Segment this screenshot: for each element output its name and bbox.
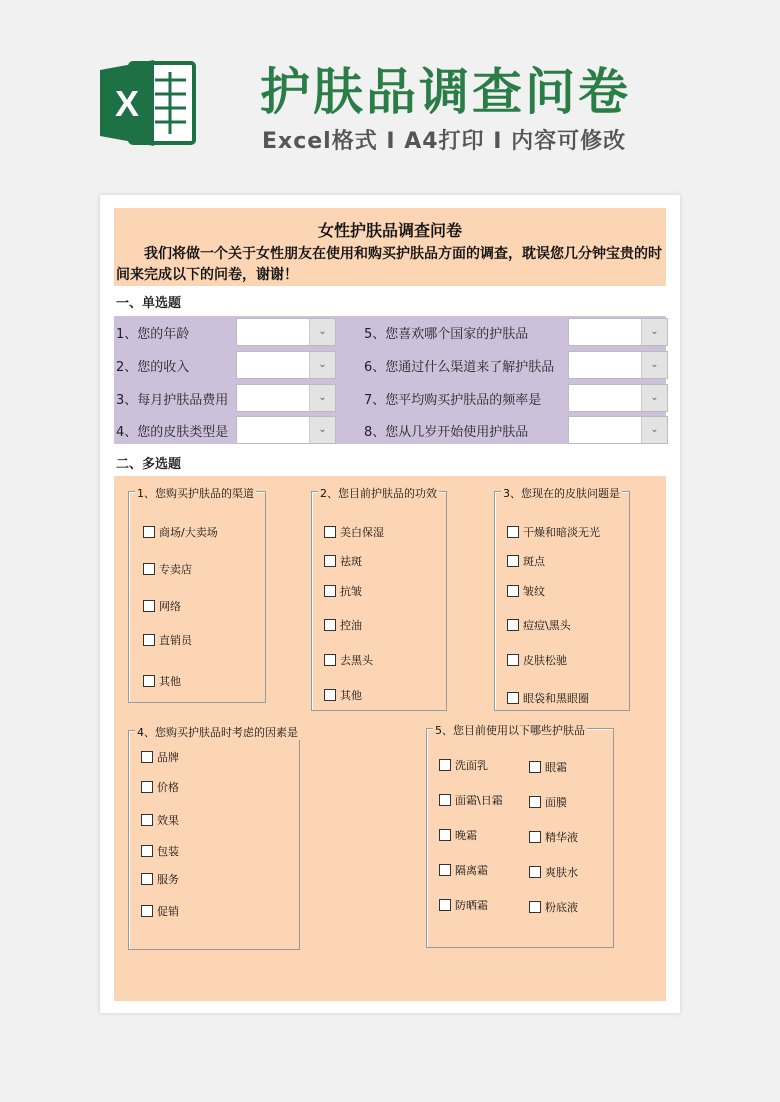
group-title: 1、您购买护肤品的渠道 xyxy=(137,487,254,500)
checkbox-icon[interactable] xyxy=(324,585,336,597)
option-label: 眼霜 xyxy=(545,761,567,774)
group-title: 3、您现在的皮肤问题是 xyxy=(503,487,620,500)
option-label: 品牌 xyxy=(157,751,179,764)
chevron-down-icon[interactable]: ⌄ xyxy=(309,352,335,378)
checkbox-icon[interactable] xyxy=(324,526,336,538)
checkbox-icon[interactable] xyxy=(324,689,336,701)
checkbox-option[interactable] xyxy=(324,617,362,633)
checkbox-option[interactable] xyxy=(143,598,181,614)
checkbox-option[interactable] xyxy=(143,524,218,540)
checkbox-icon[interactable] xyxy=(439,794,451,806)
option-label: 包装 xyxy=(157,845,179,858)
checkbox-option[interactable] xyxy=(324,652,373,668)
chevron-down-icon[interactable]: ⌄ xyxy=(309,319,335,345)
checkbox-option[interactable] xyxy=(141,812,179,828)
checkbox-option[interactable] xyxy=(324,583,362,599)
checkbox-option[interactable] xyxy=(143,632,192,648)
checkbox-option[interactable] xyxy=(141,871,179,887)
checkbox-option[interactable] xyxy=(141,749,179,765)
option-label: 价格 xyxy=(157,781,179,794)
checkbox-icon[interactable] xyxy=(507,585,519,597)
checkbox-group xyxy=(494,487,630,711)
checkbox-group xyxy=(128,726,300,950)
checkbox-option[interactable] xyxy=(439,862,488,878)
checkbox-icon[interactable] xyxy=(141,873,153,885)
question-label: 7、您平均购买护肤品的频率是 xyxy=(364,392,542,408)
single-question-row xyxy=(116,382,338,414)
option-label: 洗面乳 xyxy=(455,759,488,772)
checkbox-icon[interactable] xyxy=(439,899,451,911)
option-label: 促销 xyxy=(157,905,179,918)
checkbox-option[interactable] xyxy=(141,903,179,919)
option-label: 痘痘\黑头 xyxy=(523,619,571,632)
checkbox-option[interactable] xyxy=(507,652,567,668)
single-question-row xyxy=(116,349,338,381)
checkbox-option[interactable] xyxy=(439,897,488,913)
checkbox-group xyxy=(128,487,266,703)
checkbox-icon[interactable] xyxy=(143,675,155,687)
checkbox-option[interactable] xyxy=(529,864,578,880)
chevron-down-icon[interactable]: ⌄ xyxy=(641,319,667,345)
checkbox-icon[interactable] xyxy=(529,796,541,808)
question-label: 4、您的皮肤类型是 xyxy=(116,424,229,440)
chevron-down-icon[interactable]: ⌄ xyxy=(641,417,667,443)
option-label: 其他 xyxy=(159,675,181,688)
checkbox-option[interactable] xyxy=(439,792,503,808)
checkbox-icon[interactable] xyxy=(529,831,541,843)
checkbox-option[interactable] xyxy=(529,794,567,810)
question-label: 3、每月护肤品费用 xyxy=(116,392,229,408)
single-question-row xyxy=(364,414,666,446)
chevron-down-icon[interactable]: ⌄ xyxy=(641,352,667,378)
single-question-row xyxy=(116,414,338,446)
question-label: 2、您的收入 xyxy=(116,359,190,375)
checkbox-icon[interactable] xyxy=(143,600,155,612)
checkbox-icon[interactable] xyxy=(507,654,519,666)
option-label: 控油 xyxy=(340,619,362,632)
single-question-row xyxy=(364,349,666,381)
question-label: 6、您通过什么渠道来了解护肤品 xyxy=(364,359,555,375)
banner-subtitle: Excel格式 I A4打印 I 内容可修改 xyxy=(262,129,627,154)
checkbox-option[interactable] xyxy=(324,687,362,703)
banner-title: 护肤品调查问卷 xyxy=(260,63,631,121)
checkbox-option[interactable] xyxy=(141,843,179,859)
checkbox-icon[interactable] xyxy=(507,526,519,538)
checkbox-icon[interactable] xyxy=(324,619,336,631)
multi-choice-section xyxy=(114,476,666,1001)
checkbox-option[interactable] xyxy=(529,759,567,775)
option-label: 防晒霜 xyxy=(455,899,488,912)
chevron-down-icon[interactable]: ⌄ xyxy=(309,417,335,443)
option-label: 斑点 xyxy=(523,555,545,568)
option-label: 网络 xyxy=(159,600,181,613)
checkbox-icon[interactable] xyxy=(324,654,336,666)
checkbox-option[interactable] xyxy=(507,524,600,540)
checkbox-icon[interactable] xyxy=(439,829,451,841)
option-label: 专卖店 xyxy=(159,563,192,576)
checkbox-option[interactable] xyxy=(507,553,545,569)
checkbox-option[interactable] xyxy=(529,829,578,845)
checkbox-option[interactable] xyxy=(143,673,181,689)
multi-choice-heading: 二、多选题 xyxy=(116,457,182,472)
checkbox-icon[interactable] xyxy=(141,781,153,793)
checkbox-icon[interactable] xyxy=(141,751,153,763)
option-label: 抗皱 xyxy=(340,585,362,598)
option-label: 眼袋和黑眼圈 xyxy=(523,692,589,705)
checkbox-icon[interactable] xyxy=(143,526,155,538)
checkbox-option[interactable] xyxy=(324,553,362,569)
checkbox-icon[interactable] xyxy=(143,563,155,575)
question-label: 8、您从几岁开始使用护肤品 xyxy=(364,424,529,440)
excel-logo-icon xyxy=(100,58,198,148)
survey-intro: 我们将做一个关于女性朋友在使用和购买护肤品方面的调查，耽误您几分钟宝贵的时间来完成以下的问卷，谢谢！ xyxy=(116,246,662,283)
answer-dropdown[interactable] xyxy=(568,318,668,346)
option-label: 皱纹 xyxy=(523,585,545,598)
option-label: 晚霜 xyxy=(455,829,477,842)
answer-dropdown[interactable] xyxy=(236,318,336,346)
checkbox-option[interactable] xyxy=(439,757,488,773)
checkbox-icon[interactable] xyxy=(141,905,153,917)
checkbox-icon[interactable] xyxy=(507,555,519,567)
option-label: 美白保湿 xyxy=(340,526,384,539)
option-label: 去黑头 xyxy=(340,654,373,667)
group-title: 4、您购买护肤品时考虑的因素是 xyxy=(137,726,298,739)
answer-dropdown[interactable] xyxy=(236,384,336,412)
option-label: 粉底液 xyxy=(545,901,578,914)
question-label: 5、您喜欢哪个国家的护肤品 xyxy=(364,326,529,342)
single-choice-heading: 一、单选题 xyxy=(116,296,182,311)
checkbox-icon[interactable] xyxy=(439,864,451,876)
single-question-row xyxy=(364,382,666,414)
checkbox-icon[interactable] xyxy=(529,866,541,878)
option-label: 皮肤松驰 xyxy=(523,654,567,667)
single-question-row xyxy=(364,316,666,348)
single-question-row xyxy=(116,316,338,348)
answer-dropdown[interactable] xyxy=(568,416,668,444)
option-label: 隔离霜 xyxy=(455,864,488,877)
checkbox-group xyxy=(426,724,614,948)
option-label: 服务 xyxy=(157,873,179,886)
answer-dropdown[interactable] xyxy=(236,416,336,444)
group-title: 2、您目前护肤品的功效 xyxy=(320,487,437,500)
answer-dropdown[interactable] xyxy=(568,351,668,379)
single-choice-section xyxy=(114,316,666,444)
option-label: 精华液 xyxy=(545,831,578,844)
option-label: 干燥和暗淡无光 xyxy=(523,526,600,539)
checkbox-option[interactable] xyxy=(141,779,179,795)
checkbox-icon[interactable] xyxy=(507,692,519,704)
checkbox-icon[interactable] xyxy=(439,759,451,771)
checkbox-icon[interactable] xyxy=(143,634,155,646)
question-label: 1、您的年龄 xyxy=(116,326,190,342)
checkbox-option[interactable] xyxy=(507,617,571,633)
checkbox-option[interactable] xyxy=(507,583,545,599)
chevron-down-icon[interactable]: ⌄ xyxy=(309,385,335,411)
option-label: 爽肤水 xyxy=(545,866,578,879)
checkbox-icon[interactable] xyxy=(529,901,541,913)
option-label: 面膜 xyxy=(545,796,567,809)
svg-text:X: X xyxy=(114,83,140,124)
checkbox-icon[interactable] xyxy=(141,845,153,857)
answer-dropdown[interactable] xyxy=(236,351,336,379)
checkbox-option[interactable] xyxy=(143,561,192,577)
option-label: 直销员 xyxy=(159,634,192,647)
checkbox-icon[interactable] xyxy=(141,814,153,826)
checkbox-option[interactable] xyxy=(529,899,578,915)
option-label: 其他 xyxy=(340,689,362,702)
group-title: 5、您目前使用以下哪些护肤品 xyxy=(435,724,585,737)
checkbox-option[interactable] xyxy=(439,827,477,843)
survey-sheet xyxy=(100,195,680,1013)
checkbox-option[interactable] xyxy=(324,524,384,540)
answer-dropdown[interactable] xyxy=(568,384,668,412)
option-label: 商场/大卖场 xyxy=(159,526,218,539)
option-label: 效果 xyxy=(157,814,179,827)
option-label: 祛斑 xyxy=(340,555,362,568)
survey-title: 女性护肤品调查问卷 xyxy=(317,221,462,240)
chevron-down-icon[interactable]: ⌄ xyxy=(641,385,667,411)
checkbox-icon[interactable] xyxy=(507,619,519,631)
checkbox-icon[interactable] xyxy=(529,761,541,773)
intro-block xyxy=(114,208,666,286)
checkbox-icon[interactable] xyxy=(324,555,336,567)
option-label: 面霜\日霜 xyxy=(455,794,503,807)
checkbox-group xyxy=(311,487,447,711)
checkbox-option[interactable] xyxy=(507,690,589,706)
